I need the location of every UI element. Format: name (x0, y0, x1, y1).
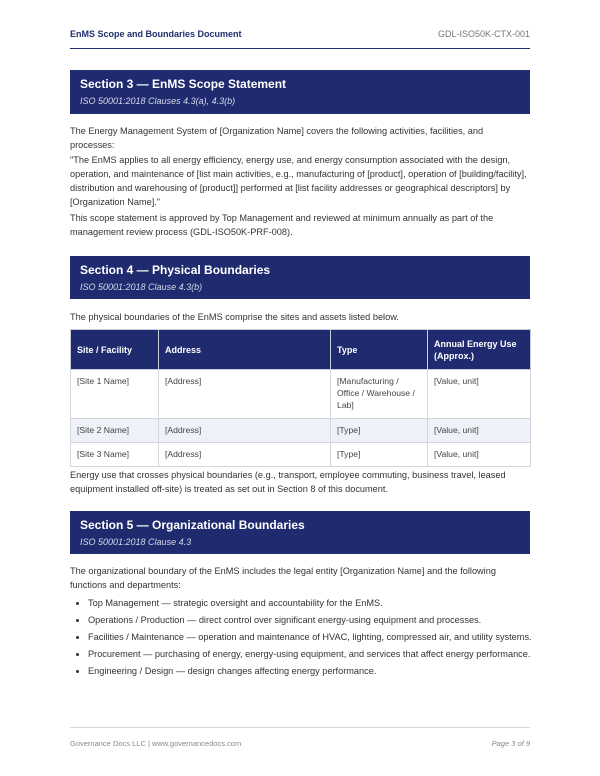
document-title: EnMS Scope and Boundaries Document (70, 29, 242, 39)
page-footer (70, 727, 530, 748)
physical-boundaries-table (70, 329, 531, 467)
column-header-energy-use: Annual Energy Use (Approx.) (428, 330, 531, 370)
section-3-title: Section 3 — EnMS Scope Statement (80, 77, 287, 91)
table-cell: [Address] (159, 419, 331, 443)
section-3-banner (70, 70, 530, 114)
table-cell: [Site 1 Name] (71, 370, 159, 419)
table-row (71, 443, 531, 467)
table-cell: [Address] (159, 443, 331, 467)
table-row (71, 370, 531, 419)
page-number: Page 3 of 9 (491, 739, 530, 748)
section-4-intro: The physical boundaries of the EnMS comprise the sites and assets listed below. (70, 312, 399, 322)
column-header-type: Type (331, 330, 428, 370)
table-cell: [Site 3 Name] (71, 443, 159, 467)
section-5-banner (70, 511, 530, 554)
table-cell: [Type] (331, 419, 428, 443)
table-cell: [Manufacturing / Office / Warehouse / Lab] (331, 370, 428, 419)
table-cell: [Site 2 Name] (71, 419, 159, 443)
table-cell: [Type] (331, 443, 428, 467)
section-4-title: Section 4 — Physical Boundaries (80, 263, 271, 277)
table-cell: [Value, unit] (428, 419, 531, 443)
table-cell: [Value, unit] (428, 370, 531, 419)
section-3-intro: The Energy Management System of [Organization Name] covers the following activities, facilities, and processes: (70, 126, 484, 150)
section-4-clauses: ISO 50001:2018 Clause 4.3(b) (80, 282, 203, 292)
section-5-clauses: ISO 50001:2018 Clause 4.3 (80, 537, 192, 547)
column-header-address: Address (159, 330, 331, 370)
table-header-row (71, 330, 531, 370)
section-5-intro: The organizational boundary of the EnMS includes the legal entity [Organization Name] and the following functions and departments: (70, 566, 496, 590)
section-3-clauses: ISO 50001:2018 Clauses 4.3(a), 4.3(b) (80, 96, 236, 106)
list-item: • Top Management — strategic oversight and accountability for the EnMS. (88, 597, 548, 610)
list-item: • Facilities / Maintenance — operation and maintenance of HVAC, lighting, compressed air, and utility systems. (88, 631, 548, 644)
list-item: • Engineering / Design — design changes affecting energy performance. (88, 665, 548, 678)
document-code: GDL-ISO50K-CTX-001 (437, 29, 530, 39)
organizational-functions-list (70, 597, 548, 682)
list-item: • Operations / Production — direct control over significant energy-using equipment and processes. (88, 614, 548, 627)
footer-company: Governance Docs LLC | www.governancedocs.com (70, 739, 242, 748)
table-cell: [Address] (159, 370, 331, 419)
scope-approval: This scope statement is approved by Top Management and reviewed at minimum annually as part of the management review process (GDL-ISO50K-PRF-008). (70, 213, 494, 237)
section-4-banner (70, 256, 530, 299)
boundary-crossing-note: Energy use that crosses physical boundaries (e.g., transport, employee commuting, business travel, leased equipment installed off-site) is treated as set out in Section 8 of this document. (70, 470, 506, 494)
page-header (70, 29, 530, 49)
list-item: • Procurement — purchasing of energy, energy-using equipment, and services that affect energy performance. (88, 648, 548, 661)
table-row (71, 419, 531, 443)
table-cell: [Value, unit] (428, 443, 531, 467)
section-5-title: Section 5 — Organizational Boundaries (80, 518, 305, 532)
column-header-site: Site / Facility (71, 330, 159, 370)
scope-statement: "The EnMS applies to all energy efficiency, energy use, and energy consumption associated with the design, operation, and maintenance of [list main activities, e.g., manufacturing of [product], operation of [building/facility], distribution and warehousing of [product]] performed at [list facility addresses or geographical descriptors] by [Organization Name]." (70, 155, 527, 207)
